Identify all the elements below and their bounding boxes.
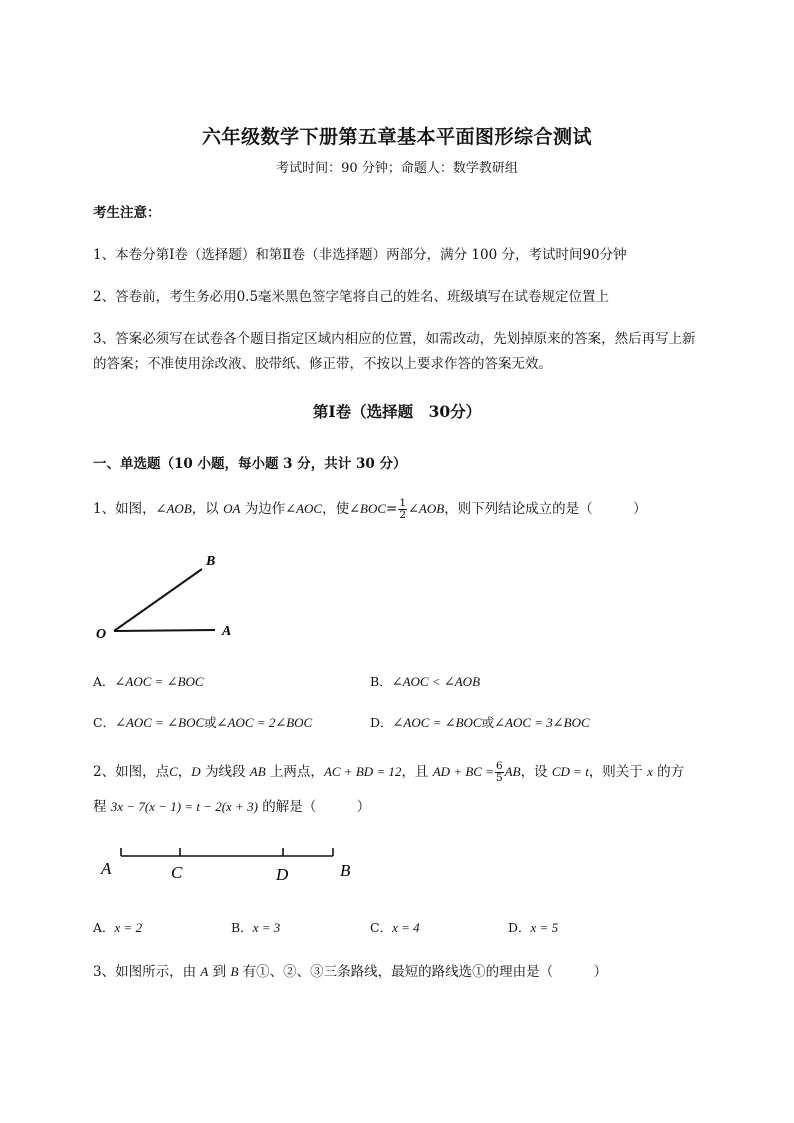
q2-separator: ， xyxy=(177,764,192,780)
question-3-stem xyxy=(93,960,607,980)
q2-segment-figure xyxy=(95,838,365,888)
q1-option-d[interactable] xyxy=(370,713,590,731)
q2-option-c[interactable] xyxy=(370,918,420,936)
q3-text-2: 有①、②、③三条路线，最短的路线选①的理由是（ ） xyxy=(238,964,608,980)
q1-option-c-label: C． xyxy=(93,715,116,730)
q1-fraction-denominator: 2 xyxy=(399,509,407,521)
q1-equals: = xyxy=(386,501,398,517)
q1-text-4: ，则下列结论成立的是（ ） xyxy=(444,501,647,517)
q2-fraction xyxy=(495,761,504,784)
q2-label-b: B xyxy=(340,861,351,880)
q2-equation-3: CD = t xyxy=(551,764,589,779)
q2-equation-2-ab: AB xyxy=(504,764,521,779)
q1-text-2: 为边作 xyxy=(240,501,286,517)
q2-option-c-text: x = 4 xyxy=(392,920,420,935)
question-2-stem-line-2 xyxy=(93,795,370,815)
q1-angle-aob: ∠AOB xyxy=(155,501,192,516)
q1-angle-boc: ∠BOC xyxy=(349,501,387,516)
page-title: 六年级数学下册第五章基本平面图形综合测试 xyxy=(201,126,592,148)
q2-label-a: A xyxy=(101,859,112,878)
q2-option-d-text: x = 5 xyxy=(530,920,559,935)
q1-option-a[interactable] xyxy=(93,672,204,690)
q1-label-o: O xyxy=(96,627,107,642)
q2-line-2-prefix: 程 xyxy=(93,799,111,815)
exam-info: 考试时间：90 分钟；命题人：数学教研组 xyxy=(276,161,518,176)
q2-label-c: C xyxy=(171,863,183,882)
question-2-stem-line-1 xyxy=(93,758,684,786)
q2-line-2-suffix: 的解是（ ） xyxy=(257,799,371,815)
q1-option-c[interactable] xyxy=(93,713,312,731)
q2-option-b-text: x = 3 xyxy=(252,920,281,935)
q2-point-d: D xyxy=(191,764,201,779)
q1-option-d-or: 或 xyxy=(481,715,495,730)
q1-option-b[interactable] xyxy=(370,672,480,690)
q2-text-1: 为线段 xyxy=(200,764,250,780)
q1-option-d-label: D． xyxy=(370,715,393,730)
q1-oa: OA xyxy=(223,501,241,516)
notice-item-3-line-1: 3、答案必须写在试卷各个题目指定区域内相应的位置，如需改动，先划掉原来的答案，然后再写上新 xyxy=(93,331,696,347)
q1-option-c-or: 或 xyxy=(204,715,217,730)
q1-angle-aoc: ∠AOC xyxy=(285,501,323,516)
q1-fraction xyxy=(398,498,407,521)
q2-fraction-denominator: 5 xyxy=(495,772,503,784)
q2-label-d: D xyxy=(276,865,289,884)
section-title: 第Ⅰ卷（选择题 30分） xyxy=(312,402,482,421)
q1-label-b: B xyxy=(206,554,216,569)
q1-option-d-text-1: ∠AOC = ∠BOC xyxy=(392,715,482,730)
q1-text-3: ，使 xyxy=(322,501,350,517)
q3-text-1: 到 xyxy=(208,964,231,980)
q1-option-d-text-2: ∠AOC = 3∠BOC xyxy=(494,715,590,730)
q2-option-a[interactable] xyxy=(93,918,142,936)
notice-item-2: 2、答卷前，考生务必用0.5毫米黑色签字笔将自己的姓名、班级填写在试卷规定位置上 xyxy=(93,289,610,305)
q3-point-a: A xyxy=(200,964,209,979)
q1-angle-aob-2: ∠AOB xyxy=(408,501,445,516)
q2-fraction-numerator: 6 xyxy=(495,760,503,772)
q2-prefix: 2、如图，点 xyxy=(93,764,170,780)
q1-ray-ob xyxy=(114,569,202,631)
q2-option-b-label: B． xyxy=(231,920,253,935)
notice-heading: 考生注意： xyxy=(93,205,161,221)
q2-text-3: ，且 xyxy=(401,764,433,780)
q2-equation-1: AC + BD = 12 xyxy=(323,764,402,779)
q2-option-d[interactable] xyxy=(508,918,558,936)
q1-option-c-text-1: ∠AOC = ∠BOC xyxy=(115,715,205,730)
q2-main-equation: 3x − 7(x − 1) = t − 2(x + 3) xyxy=(110,799,258,814)
q1-text-1: ，以 xyxy=(191,501,224,517)
q2-text-5: ，则关于 xyxy=(588,764,648,780)
q2-equation-2: AD + BC = xyxy=(432,764,494,779)
notice-item-3-line-2: 的答案；不准使用涂改液、胶带纸、修正带，不按以上要求作答的答案无效。 xyxy=(93,356,552,372)
q2-text-2: 上两点， xyxy=(265,764,324,780)
q3-point-b: B xyxy=(230,964,239,979)
q2-text-4: ，设 xyxy=(520,764,552,780)
question-group-heading: 一、单选题（10 小题，每小题 3 分，共计 30 分） xyxy=(93,456,407,472)
q1-fraction-numerator: 1 xyxy=(399,497,407,509)
q1-prefix: 1、如图， xyxy=(93,501,156,517)
q3-prefix: 3、如图所示，由 xyxy=(93,964,201,980)
q2-segment-ab: AB xyxy=(249,764,266,779)
q1-label-a: A xyxy=(222,624,232,639)
question-1-stem xyxy=(93,496,647,522)
notice-item-1: 1、本卷分第Ⅰ卷（选择题）和第Ⅱ卷（非选择题）两部分，满分 100 分，考试时间90分钟 xyxy=(93,247,627,263)
q1-option-b-text: ∠AOC < ∠AOB xyxy=(391,674,481,689)
q2-option-d-label: D． xyxy=(508,920,531,935)
q1-option-a-label: A． xyxy=(93,674,115,689)
q2-text-6: 的方 xyxy=(652,764,685,780)
q2-option-a-label: A． xyxy=(93,920,115,935)
q2-point-c: C xyxy=(169,764,178,779)
q2-option-b[interactable] xyxy=(231,918,280,936)
q2-option-a-text: x = 2 xyxy=(114,920,143,935)
q1-option-b-label: B． xyxy=(370,674,392,689)
q1-option-c-text-2: ∠AOC = 2∠BOC xyxy=(216,715,313,730)
q1-option-a-text: ∠AOC = ∠BOC xyxy=(114,674,204,689)
q2-option-c-label: C． xyxy=(370,920,393,935)
q2-variable-x: x xyxy=(647,764,653,779)
q1-angle-figure xyxy=(90,545,250,655)
q1-ray-oa xyxy=(114,630,215,631)
